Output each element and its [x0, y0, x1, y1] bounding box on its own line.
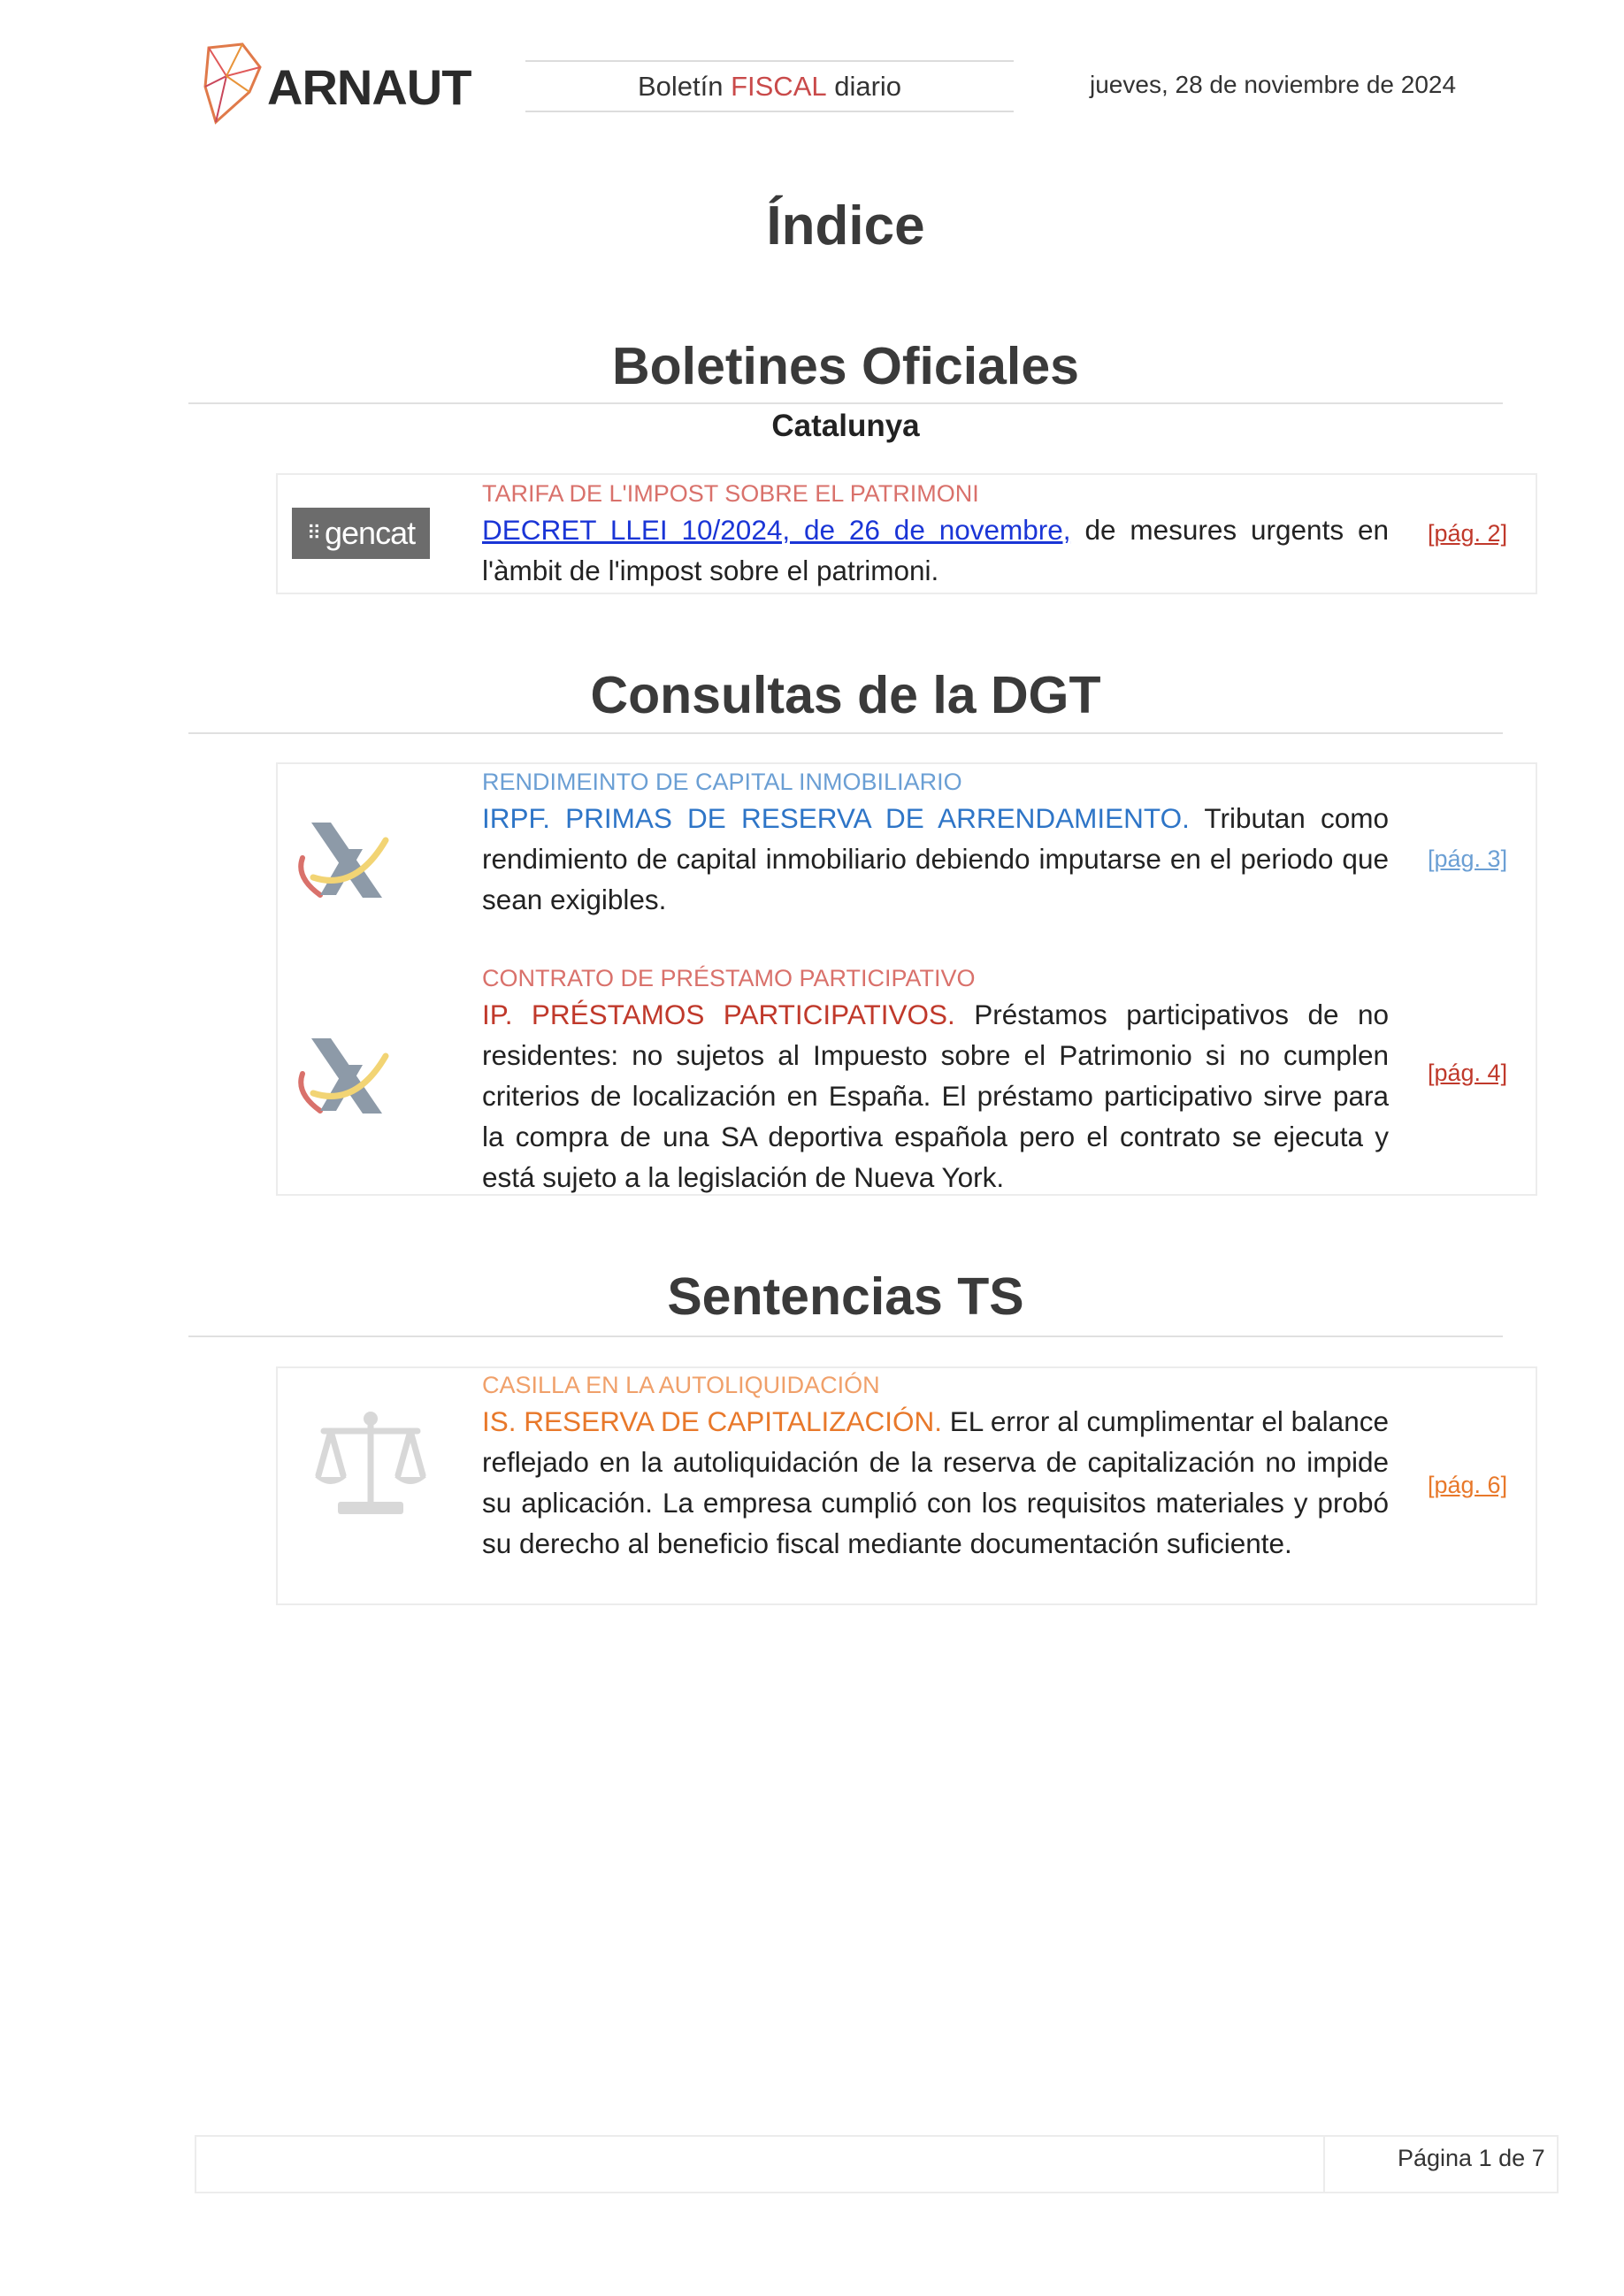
entry-boletin-decret: [482, 478, 1389, 591]
bulletin-date: jueves, 28 de noviembre de 2024: [1090, 71, 1457, 98]
entry-body: de mesures urgents en l'àmbit de l'impost sobre el patrimoni.: [482, 514, 1389, 586]
index-title: Índice: [766, 195, 925, 256]
section-divider: [188, 732, 1503, 734]
scales-of-justice-icon: [311, 1406, 430, 1521]
gencat-logo-text: gencat: [325, 515, 416, 551]
aeat-icon: [294, 1029, 391, 1118]
page-number: Página 1 de 7: [1398, 2145, 1545, 2171]
section-title-dgt: Consultas de la DGT: [590, 666, 1101, 724]
entry-lead: IS. RESERVA DE CAPITALIZACIÓN.: [482, 1405, 942, 1437]
aeat-icon: [294, 814, 391, 902]
section-title-boletines: Boletines Oficiales: [612, 337, 1079, 395]
page-link-6[interactable]: [pág. 6]: [1428, 1472, 1508, 1498]
entry-text: [482, 994, 1389, 1198]
entry-category: TARIFA DE L'IMPOST SOBRE EL PATRIMONI: [482, 480, 979, 507]
entry-dgt-primas: [482, 766, 1389, 920]
section-divider: [188, 402, 1503, 404]
bulletin-prefix: Boletín: [637, 70, 732, 102]
bulletin-title: [525, 60, 1014, 112]
gencat-logo: [292, 508, 430, 559]
section-title-ts: Sentencias TS: [667, 1267, 1024, 1326]
page-link-2[interactable]: [pág. 2]: [1428, 520, 1508, 547]
entry-ts-reserva: [482, 1369, 1389, 1564]
entry-text: [482, 509, 1389, 591]
page-link-3[interactable]: [pág. 3]: [1428, 846, 1508, 872]
entry-text: [482, 798, 1389, 920]
bulletin-accent: FISCAL: [731, 70, 827, 102]
footer-divider: [1323, 2135, 1325, 2193]
entry-text: [482, 1401, 1389, 1564]
entry-category: CASILLA EN LA AUTOLIQUIDACIÓN: [482, 1372, 880, 1398]
section-divider: [188, 1336, 1503, 1337]
entry-category: CONTRATO DE PRÉSTAMO PARTICIPATIVO: [482, 965, 976, 991]
entry-body: Tributan como rendimiento de capital inmobiliario debiendo imputarse en el periodo que sean exigibles.: [482, 802, 1389, 915]
arnaut-logo-icon: [196, 41, 267, 129]
entry-dgt-prestamos: [482, 962, 1389, 1198]
entry-category: RENDIMEINTO DE CAPITAL INMOBILIARIO: [482, 769, 962, 795]
decret-link[interactable]: DECRET LLEI 10/2024, de 26 de novembre,: [482, 514, 1071, 546]
entry-body: EL error al cumplimentar el balance reflejado en la autoliquidación de la reserva de capitalización no impide su aplicación. La empresa cumplió con los requisitos materiales y probó su derecho al beneficio fiscal mediante documentación suficiente.: [482, 1405, 1389, 1559]
region-title: Catalunya: [771, 409, 920, 443]
footer-box: [195, 2135, 1559, 2193]
arnaut-logo: [196, 41, 471, 129]
entry-lead: IRPF. PRIMAS DE RESERVA DE ARRENDAMIENTO.: [482, 802, 1190, 834]
page-link-4[interactable]: [pág. 4]: [1428, 1060, 1508, 1086]
entry-body: Préstamos participativos de no residentes: no sujetos al Impuesto sobre el Patrimonio si no cumplen criterios de localización en España. El préstamo participativo sirve para la compra de una SA deportiva española pero el contrato se ejecuta y está sujeto a la legislación de Nueva York.: [482, 999, 1389, 1193]
bulletin-suffix: diario: [826, 70, 902, 102]
logo-wordmark: ARNAUT: [267, 59, 471, 115]
entry-lead: IP. PRÉSTAMOS PARTICIPATIVOS.: [482, 999, 955, 1030]
gencat-dots-icon: ⠿: [306, 522, 322, 544]
